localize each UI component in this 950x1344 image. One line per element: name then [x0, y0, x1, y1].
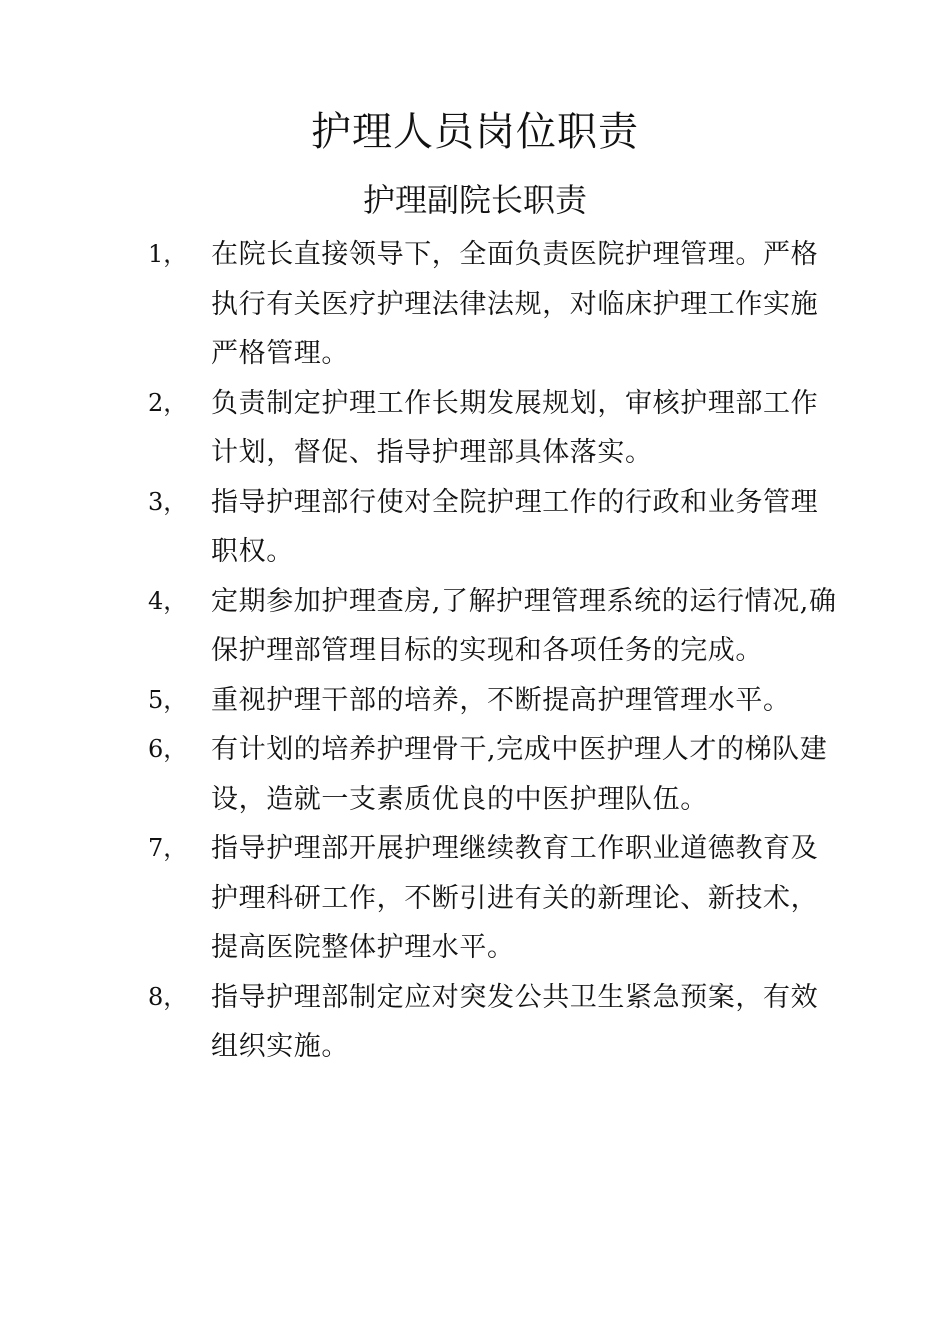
- duty-item-6: [148, 725, 838, 824]
- item-number: 8，: [148, 982, 188, 1011]
- item-number: 5，: [148, 685, 188, 714]
- duty-item-1: [148, 230, 838, 379]
- item-number: 2，: [148, 388, 188, 417]
- item-number: 4，: [148, 586, 188, 615]
- item-number: 1，: [148, 240, 188, 268]
- item-text: 指导护理部行使对全院护理工作的行政和业务管理职权。: [211, 486, 819, 567]
- item-text: 指导护理部开展护理继续教育工作职业道德教育及护理科研工作，不断引进有关的新理论、新技术，提高医院整体护理水平。: [211, 833, 819, 963]
- item-text: 负责制定护理工作长期发展规划，审核护理部工作计划，督促、指导护理部具体落实。: [211, 387, 819, 468]
- item-text: 定期参加护理查房,了解护理管理系统的运行情况,确保护理部管理目标的实现和各项任务的完成。: [211, 585, 837, 666]
- duty-item-7: [148, 824, 838, 973]
- duty-item-4: [148, 577, 838, 676]
- document-title: 护理人员岗位职责: [311, 109, 639, 155]
- item-text: 指导护理部制定应对突发公共卫生紧急预案，有效组织实施。: [211, 981, 819, 1062]
- item-number: 7，: [148, 834, 188, 862]
- duty-item-3: [148, 478, 838, 577]
- item-text: 有计划的培养护理骨干,完成中医护理人才的梯队建设，造就一支素质优良的中医护理队伍。: [211, 734, 828, 815]
- duty-item-8: [148, 973, 838, 1072]
- item-text: 重视护理干部的培养，不断提高护理管理水平。: [211, 684, 791, 716]
- section-subtitle: 护理副院长职责: [362, 181, 587, 219]
- item-number: 6，: [148, 735, 188, 763]
- duty-item-2: [148, 379, 838, 478]
- duty-item-5: [148, 676, 838, 726]
- item-number: 3，: [148, 487, 188, 516]
- duty-list: [148, 230, 838, 1072]
- item-text: 在院长直接领导下，全面负责医院护理管理。严格执行有关医疗护理法律法规，对临床护理工作实施严格管理。: [211, 239, 819, 369]
